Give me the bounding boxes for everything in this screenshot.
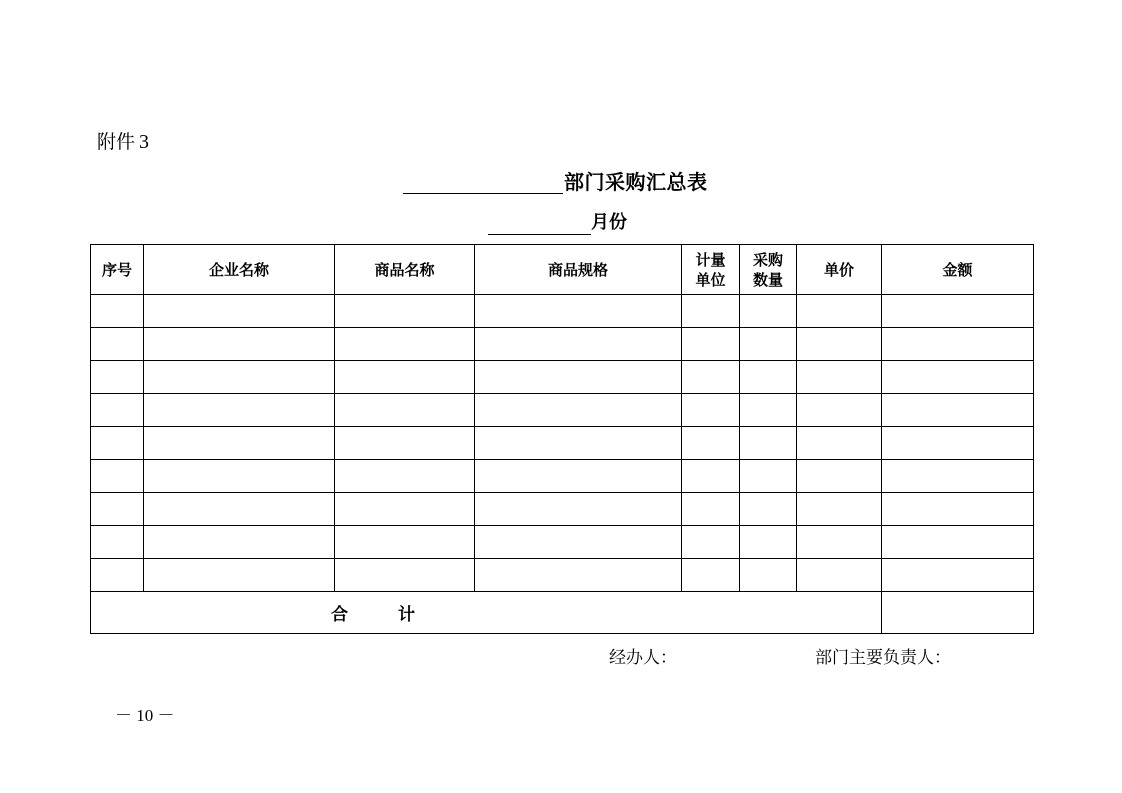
table-row bbox=[91, 427, 1034, 460]
header-unit-line2: 单位 bbox=[695, 270, 726, 289]
month-blank-line bbox=[488, 234, 591, 235]
amount-cell[interactable] bbox=[882, 526, 1034, 559]
amount-cell[interactable] bbox=[882, 328, 1034, 361]
amount-cell[interactable] bbox=[882, 493, 1034, 526]
seq-cell[interactable] bbox=[91, 493, 144, 526]
quantity-cell[interactable] bbox=[740, 493, 797, 526]
page-number: － 10 － bbox=[115, 706, 175, 725]
header-quantity-line1: 采购 bbox=[752, 250, 783, 269]
seq-cell[interactable] bbox=[91, 394, 144, 427]
product-cell[interactable] bbox=[335, 361, 475, 394]
price-cell[interactable] bbox=[797, 295, 882, 328]
signature-line bbox=[0, 646, 1122, 672]
price-cell[interactable] bbox=[797, 361, 882, 394]
spec-cell[interactable] bbox=[475, 394, 682, 427]
company-cell[interactable] bbox=[144, 361, 335, 394]
price-cell[interactable] bbox=[797, 427, 882, 460]
header-seq: 序号 bbox=[91, 245, 144, 295]
table-row bbox=[91, 295, 1034, 328]
total-amount-cell[interactable] bbox=[882, 592, 1034, 634]
product-cell[interactable] bbox=[335, 394, 475, 427]
quantity-cell[interactable] bbox=[740, 460, 797, 493]
company-cell[interactable] bbox=[144, 427, 335, 460]
form-title-text: 部门采购汇总表 bbox=[564, 170, 708, 194]
seq-cell[interactable] bbox=[91, 328, 144, 361]
amount-cell[interactable] bbox=[882, 295, 1034, 328]
header-quantity-line2: 数量 bbox=[752, 270, 783, 289]
spec-cell[interactable] bbox=[475, 361, 682, 394]
unit-cell[interactable] bbox=[682, 559, 740, 592]
attachment-number: 3 bbox=[139, 131, 150, 153]
company-cell[interactable] bbox=[144, 493, 335, 526]
quantity-cell[interactable] bbox=[740, 427, 797, 460]
spec-cell[interactable] bbox=[475, 427, 682, 460]
amount-cell[interactable] bbox=[882, 427, 1034, 460]
table-row bbox=[91, 559, 1034, 592]
amount-cell[interactable] bbox=[882, 394, 1034, 427]
company-cell[interactable] bbox=[144, 328, 335, 361]
amount-cell[interactable] bbox=[882, 559, 1034, 592]
table-row bbox=[91, 394, 1034, 427]
company-cell[interactable] bbox=[144, 526, 335, 559]
product-cell[interactable] bbox=[335, 328, 475, 361]
product-cell[interactable] bbox=[335, 493, 475, 526]
unit-cell[interactable] bbox=[682, 427, 740, 460]
table-header-row bbox=[91, 245, 1034, 295]
table-row bbox=[91, 493, 1034, 526]
seq-cell[interactable] bbox=[91, 295, 144, 328]
product-cell[interactable] bbox=[335, 559, 475, 592]
table-row bbox=[91, 361, 1034, 394]
quantity-cell[interactable] bbox=[740, 559, 797, 592]
quantity-cell[interactable] bbox=[740, 295, 797, 328]
price-cell[interactable] bbox=[797, 493, 882, 526]
quantity-cell[interactable] bbox=[740, 394, 797, 427]
spec-cell[interactable] bbox=[475, 493, 682, 526]
attachment-label bbox=[97, 129, 149, 155]
amount-cell[interactable] bbox=[882, 460, 1034, 493]
form-title bbox=[0, 168, 1122, 198]
spec-cell[interactable] bbox=[475, 328, 682, 361]
unit-cell[interactable] bbox=[682, 493, 740, 526]
quantity-cell[interactable] bbox=[740, 328, 797, 361]
header-amount: 金额 bbox=[882, 245, 1034, 295]
spec-cell[interactable] bbox=[475, 526, 682, 559]
product-cell[interactable] bbox=[335, 460, 475, 493]
spec-cell[interactable] bbox=[475, 460, 682, 493]
unit-cell[interactable] bbox=[682, 361, 740, 394]
spec-cell[interactable] bbox=[475, 295, 682, 328]
unit-cell[interactable] bbox=[682, 460, 740, 493]
seq-cell[interactable] bbox=[91, 559, 144, 592]
company-cell[interactable] bbox=[144, 394, 335, 427]
company-cell[interactable] bbox=[144, 559, 335, 592]
price-cell[interactable] bbox=[797, 526, 882, 559]
department-head-label: 部门主要负责人： bbox=[815, 648, 951, 668]
header-unit-line1: 计量 bbox=[695, 250, 726, 269]
unit-cell[interactable] bbox=[682, 526, 740, 559]
table-row bbox=[91, 460, 1034, 493]
price-cell[interactable] bbox=[797, 328, 882, 361]
handler-label: 经办人： bbox=[609, 648, 677, 668]
purchase-summary-table bbox=[90, 244, 1034, 634]
amount-cell[interactable] bbox=[882, 361, 1034, 394]
seq-cell[interactable] bbox=[91, 427, 144, 460]
product-cell[interactable] bbox=[335, 427, 475, 460]
header-company: 企业名称 bbox=[144, 245, 335, 295]
product-cell[interactable] bbox=[335, 295, 475, 328]
price-cell[interactable] bbox=[797, 394, 882, 427]
company-cell[interactable] bbox=[144, 295, 335, 328]
unit-cell[interactable] bbox=[682, 328, 740, 361]
price-cell[interactable] bbox=[797, 559, 882, 592]
total-row bbox=[91, 592, 1034, 634]
quantity-cell[interactable] bbox=[740, 361, 797, 394]
price-cell[interactable] bbox=[797, 460, 882, 493]
header-product: 商品名称 bbox=[335, 245, 475, 295]
month-line bbox=[0, 211, 1122, 237]
product-cell[interactable] bbox=[335, 526, 475, 559]
header-spec: 商品规格 bbox=[475, 245, 682, 295]
total-char-2: 计 bbox=[398, 605, 415, 625]
seq-cell[interactable] bbox=[91, 526, 144, 559]
department-blank-line bbox=[403, 193, 563, 194]
total-char-1: 合 bbox=[331, 605, 348, 625]
unit-cell[interactable] bbox=[682, 295, 740, 328]
table-body bbox=[91, 295, 1034, 592]
seq-cell[interactable] bbox=[91, 361, 144, 394]
unit-cell[interactable] bbox=[682, 394, 740, 427]
month-label: 月份 bbox=[591, 212, 627, 233]
attachment-text: 附件 bbox=[97, 131, 136, 153]
header-price: 单价 bbox=[797, 245, 882, 295]
company-cell[interactable] bbox=[144, 460, 335, 493]
spec-cell[interactable] bbox=[475, 559, 682, 592]
header-quantity bbox=[740, 245, 797, 295]
header-unit bbox=[682, 245, 740, 295]
total-label-cell bbox=[91, 592, 882, 634]
quantity-cell[interactable] bbox=[740, 526, 797, 559]
table-row bbox=[91, 328, 1034, 361]
table-row bbox=[91, 526, 1034, 559]
seq-cell[interactable] bbox=[91, 460, 144, 493]
